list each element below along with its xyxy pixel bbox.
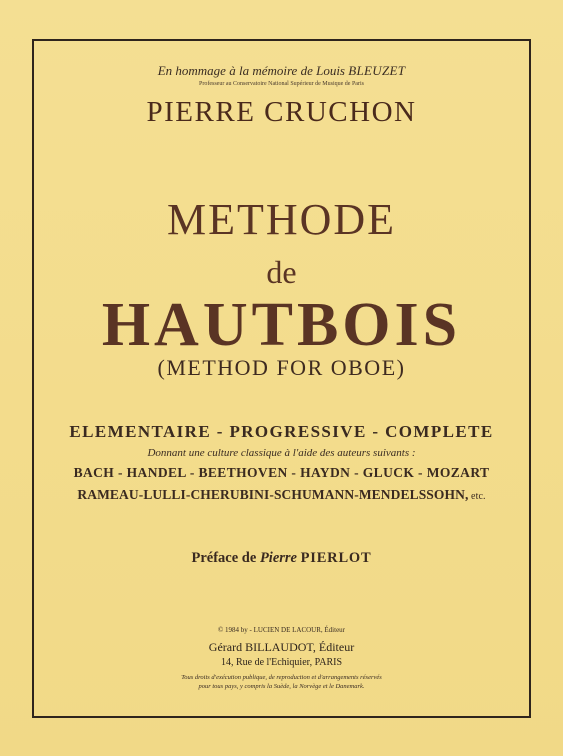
preface-last-name: PIERLOT <box>300 550 372 566</box>
dedication-line <box>0 63 563 79</box>
composers-list-line-2 <box>0 487 563 503</box>
preface-label: Préface de <box>191 550 260 566</box>
composers-intro: Donnant une culture classique à l'aide des auteurs suivants : <box>147 447 416 459</box>
dedication-subtitle: Professeur au Conservatoire National Supérieur de Musique de Paris <box>199 81 364 87</box>
copyright-notice: © 1984 by - LUCIEN DE LACOUR, Éditeur <box>217 626 346 634</box>
publisher-name: Gérard BILLAUDOT, Éditeur <box>208 640 355 654</box>
preface-first-name: Pierre <box>259 550 301 566</box>
author-name: PIERRE CRUCHON <box>146 96 417 128</box>
title-hautbois: HAUTBOIS <box>101 291 462 359</box>
composers-list-line-1: BACH - HANDEL - BEETHOVEN - HAYDN - GLUCK - MOZART <box>73 465 490 480</box>
composers-etc: etc. <box>468 491 486 502</box>
preface-line <box>0 550 563 567</box>
title-translation: (METHOD FOR OBOE) <box>157 355 406 380</box>
dedication-prefix: En hommage à la mémoire de Louis <box>157 63 349 78</box>
rights-notice-line-1: Tous droits d'exécution publique, de reproduction et d'arrangements réservés <box>181 674 382 681</box>
title-de: de <box>266 254 297 290</box>
publisher-address: 14, Rue de l'Echiquier, PARIS <box>220 657 343 668</box>
rights-notice-line-2: pour tous pays, y compris la Suède, la Norvège et le Danemark. <box>198 683 365 690</box>
method-description: ELEMENTAIRE - PROGRESSIVE - COMPLETE <box>69 422 494 441</box>
composers-list-line-2-names: RAMEAU-LULLI-CHERUBINI-SCHUMANN-MENDELSSOHN, <box>77 487 469 502</box>
dedication-name: BLEUZET <box>348 63 406 78</box>
title-methode: METHODE <box>166 195 397 244</box>
